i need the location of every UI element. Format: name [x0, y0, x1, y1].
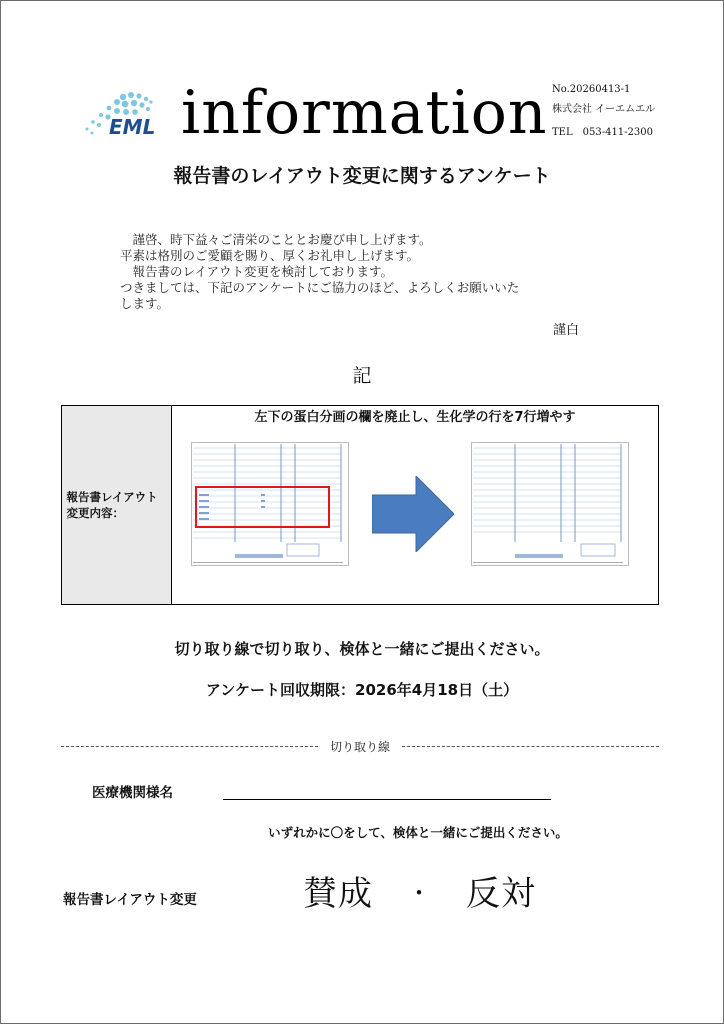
- closing-word: 謹白: [553, 323, 580, 338]
- cut-line-dash-left: [61, 746, 318, 747]
- facility-name-field[interactable]: [223, 799, 551, 800]
- facility-name-label: 医療機関様名: [92, 785, 173, 801]
- eml-logo: [79, 87, 179, 143]
- change-label-cell: [62, 406, 172, 604]
- logo-text: EML: [109, 115, 156, 139]
- arrow-right-icon: [372, 476, 454, 552]
- body-line: 謹啓、時下益々ご清栄のこととお慶び申し上げます。: [120, 232, 432, 247]
- disagree-option[interactable]: 反対: [466, 874, 536, 914]
- agree-option[interactable]: 賛成: [303, 874, 373, 914]
- report-after-thumbnail: [471, 442, 629, 566]
- report-before-thumbnail: [191, 442, 349, 566]
- choice-separator: ・: [407, 879, 432, 907]
- survey-heading: 報告書のレイアウト変更に関するアンケート: [173, 165, 551, 187]
- cut-line-dash-right: [402, 746, 659, 747]
- change-caption: 左下の蛋白分画の欄を廃止し、生化学の行を7行増やす: [254, 410, 576, 425]
- telephone: TEL 053-411-2300: [552, 127, 653, 138]
- vote-choices: [303, 871, 536, 916]
- change-detail-box: [61, 405, 659, 605]
- body-line: つきましては、下記のアンケートにご協力のほど、よろしくお願いいた: [120, 280, 520, 295]
- cut-line-label: 切り取り線: [330, 739, 391, 754]
- ki-mark: 記: [352, 365, 372, 387]
- body-line: します。: [120, 296, 170, 311]
- change-label: 報告書レイアウト変更内容：: [66, 490, 158, 520]
- document-number: No.20260413-1: [552, 84, 631, 95]
- collection-deadline: アンケート回収期限：2026年4月18日（土）: [205, 681, 519, 699]
- body-line: 平素は格別のご愛顧を賜り、厚くお礼申し上げます。: [120, 248, 420, 263]
- body-line: 報告書のレイアウト変更を検討しております。: [120, 264, 394, 279]
- layout-change-label: 報告書レイアウト変更: [63, 892, 197, 908]
- submit-instruction: 切り取り線で切り取り、検体と一緒にご提出ください。: [174, 640, 550, 658]
- greeting-body: [120, 232, 620, 312]
- circle-instruction: いずれかに〇をして、検体と一緒にご提出ください。: [268, 825, 568, 840]
- page-title: information: [181, 78, 548, 148]
- cut-line: [61, 736, 659, 756]
- company-name: 株式会社 イーエムエル: [552, 104, 656, 115]
